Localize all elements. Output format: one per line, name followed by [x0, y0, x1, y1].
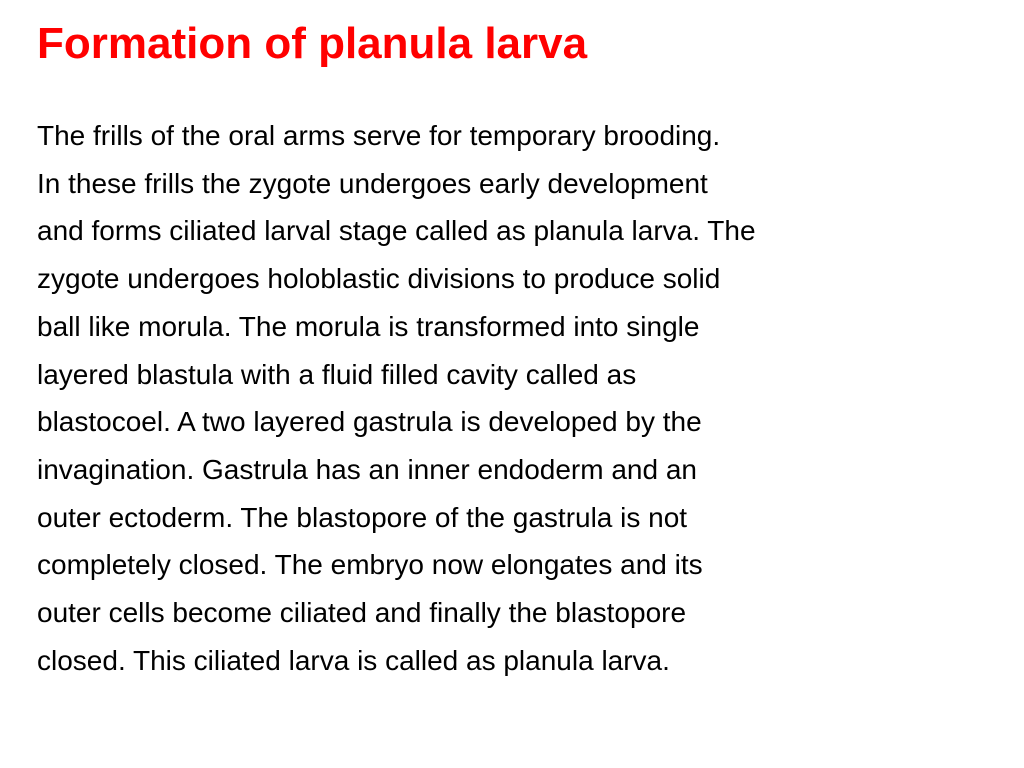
body-line: zygote undergoes holoblastic divisions to produce solid [37, 263, 721, 295]
slide-title: Formation of planula larva [37, 19, 588, 68]
slide-body-text [37, 112, 997, 684]
body-line: outer cells become ciliated and finally the blastopore [37, 597, 687, 629]
body-line: closed. This ciliated larva is called as planula larva. [37, 644, 670, 676]
body-line: In these frills the zygote undergoes early development [37, 167, 708, 199]
body-line: outer ectoderm. The blastopore of the gastrula is not [37, 501, 688, 533]
body-line: The frills of the oral arms serve for temporary brooding. [37, 120, 721, 151]
body-line: and forms ciliated larval stage called as planula larva. The [37, 215, 756, 247]
body-line: blastocoel. A two layered gastrula is developed by the [37, 406, 702, 438]
body-line: completely closed. The embryo now elongates and its [37, 549, 703, 581]
body-line: ball like morula. The morula is transformed into single [37, 310, 700, 342]
body-line: layered blastula with a fluid filled cavity called as [37, 358, 637, 390]
body-line: invagination. Gastrula has an inner endoderm and an [37, 453, 697, 485]
